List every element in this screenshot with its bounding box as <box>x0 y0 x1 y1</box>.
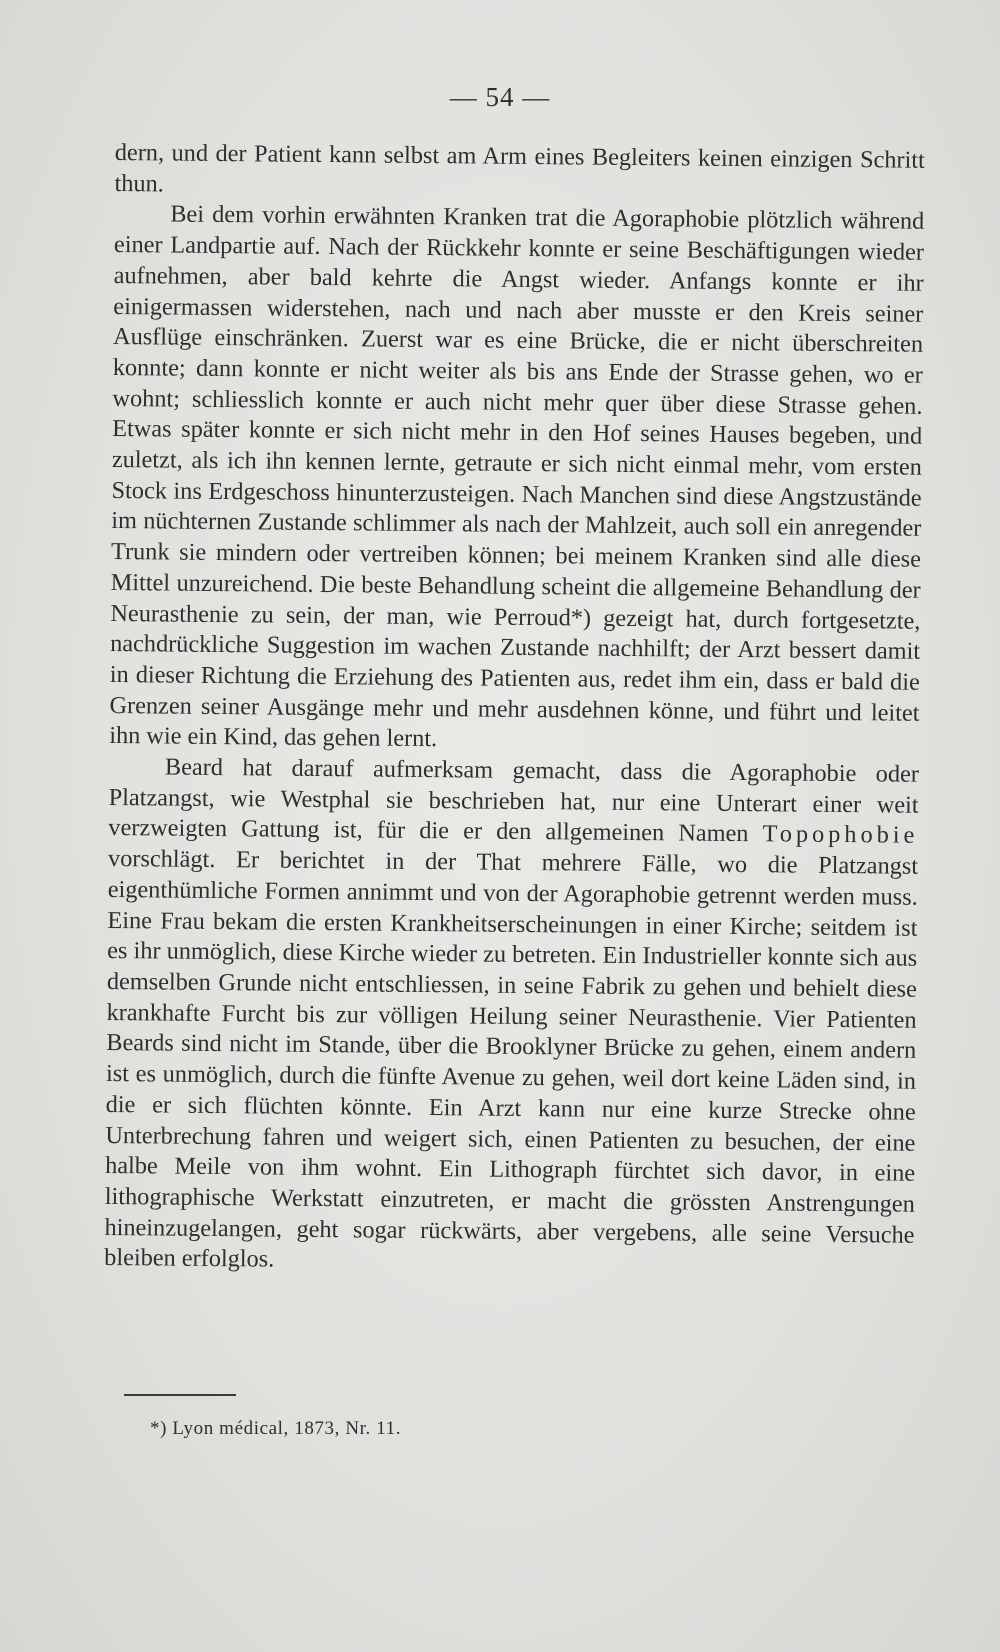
footnote-divider <box>124 1394 236 1396</box>
paragraph-text-before: Beard hat darauf aufmerksam gemacht, dass die Agoraphobie oder Platzangst, wie Westphal sie beschrieben hat, nur eine Unterart einer weit verzweigten Gattung ist, für die er den allgemeinen Namen <box>108 753 920 848</box>
paragraph-text-after: vorschlägt. Er berichtet in der That mehrere Fälle, wo die Platzangst eigenthümliche Formen annimmt und von der Agoraphobie getrennt werden muss. Eine Frau bekam die ersten Krankheitserscheinungen in einer Kirche; seitdem ist es ihr unmöglich, diese Kirche wieder zu betreten. Ein Industrieller konnte sich aus demselben Grunde nicht entschliessen, in seine Fabrik zu gehen und behielt diese krankhafte Furcht bis zur völligen Heilung seiner Neurasthenie. Vier Patienten Beards sind nicht im Stande, über die Brooklyner Brücke zu gehen, einem andern ist es unmöglich, durch die fünfte Avenue zu gehen, weil dort keine Läden sind, in die er sich flüchten könnte. Ein Arzt kann nur eine kurze Strecke ohne Unterbrechung fahren und weigert sich, einen Patienten zu besuchen, der eine halbe Meile von ihm wohnt. Ein Lithograph fürchtet sich davor, in eine lithographische Werkstatt einzutreten, er macht die grössten Anstrengungen hineinzugelangen, geht sogar rückwärts, aber vergebens, alle seine Versuche bleiben erfolglos. <box>104 845 919 1273</box>
footnote: *) Lyon médical, 1873, Nr. 11. <box>150 1418 402 1439</box>
paragraph-beard-topophobie <box>104 752 919 1282</box>
paragraph-continuation: dern, und der Patient kann selbst am Arm eines Begleiters keinen einzigen Schritt thun. <box>114 138 925 198</box>
paragraph-agoraphobia-case: Bei dem vorhin erwähnten Kranken trat die Agoraphobie plötzlich während einer Landpartie auf. Nach der Rückkehr konnte er seine Beschäftigungen wieder aufnehmen, aber bald kehrte die Angst wieder. Anfangs konnte er ihr einigermassen widerstehen, nach und nach aber musste er den Kreis seiner Ausflüge einschränken. Zuerst war es eine Brücke, die er nicht überschreiten konnte; dann konnte er nicht weiter als bis ans Ende der Strasse gehen, wo er wohnt; schliesslich konnte er auch nicht mehr quer über diese Strasse gehen. Etwas später konnte er sich nicht mehr in den Hof seines Hauses begeben, und zuletzt, als ich ihn kennen lernte, getraute er sich nicht einmal mehr, vom ersten Stock ins Erdgeschoss hinunterzusteigen. Nach Manchen sind diese Angstzustände im nüchternen Zustande schlimmer als nach der Mahlzeit, auch soll ein anregender Trunk sie mindern oder vertreiben können; bei meinem Kranken sind alle diese Mittel unzureichend. Die beste Behandlung scheint die allgemeine Behandlung der Neurasthenie zu sein, der man, wie Perroud*) gezeigt hat, durch fortgesetzte, nachdrückliche Suggestion im wachen Zustande nachhilft; der Arzt bessert damit in dieser Richtung die Erziehung des Patienten aus, redet ihm ein, dass er bald die Grenzen seiner Ausgänge mehr und mehr ausdehnen könne, und führt und leitet ihn wie ein Kind, das gehen lernt. <box>109 200 925 753</box>
body-text <box>104 138 925 1282</box>
page-number: — 54 — <box>449 82 551 112</box>
emphasized-term: Topophobie <box>762 820 919 850</box>
